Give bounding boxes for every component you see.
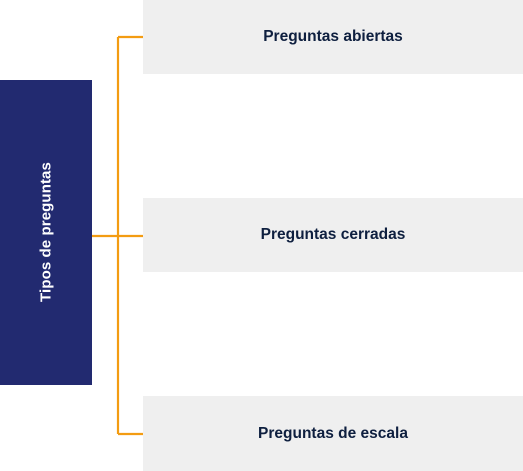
branch-node-closed-questions	[143, 198, 523, 272]
branch-node-open-questions	[143, 0, 523, 74]
root-node-label: Tipos de preguntas	[37, 162, 55, 302]
branch-node-scale-questions	[143, 396, 523, 471]
branch-label: Preguntas cerradas	[260, 226, 406, 243]
branch-label: Preguntas abiertas	[263, 28, 403, 45]
branch-label: Preguntas de escala	[258, 424, 408, 442]
